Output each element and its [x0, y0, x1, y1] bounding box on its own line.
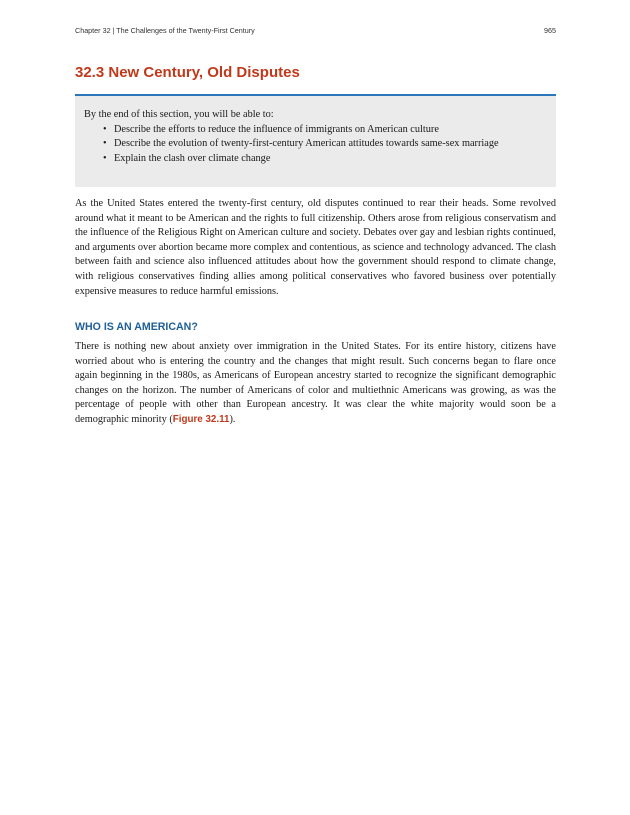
objective-text: Describe the evolution of twenty-first-century American attitudes towards same-sex marriage — [114, 138, 499, 150]
immigration-paragraph — [75, 340, 556, 428]
bullet-icon: • — [103, 152, 107, 164]
chapter-label: Chapter 32 | The Challenges of the Twenty-First Century — [75, 26, 255, 35]
intro-paragraph: As the United States entered the twenty-first century, old disputes continued to rear their heads. Some revolved around what it meant to be American and the rights to full citizenship. Others arose from religious conservatism and the influence of the Religious Right on American culture and society. Debates over gay and lesbian rights continued, and arguments over abortion became more complex and contentious, as science and technology advanced. The clash between faith and science also influenced attitudes about how the government should respond to climate change, with religious conservatives finding allies among political conservatives who favored business over potentially expensive measures to reduce harmful emissions. — [75, 198, 556, 297]
bullet-icon: • — [103, 123, 107, 135]
objective-item — [84, 123, 546, 138]
running-header — [75, 26, 556, 38]
paragraph-text: There is nothing new about anxiety over immigration in the United States. For its entire history, citizens have worried about who is entering the country and the changes that might result. Such concerns began to flare once again beginning in the 1980s, as Americans of European ancestry started to recognize the significant demographic changes on the horizon. The number of Americans of color and multiethnic Americans was growing, as was the percentage of people with other than European ancestry. It was clear the white majority would soon be a demographic minority ( — [75, 341, 556, 425]
objective-item — [84, 137, 546, 152]
objectives-intro: By the end of this section, you will be able to: — [84, 109, 274, 120]
figure-link[interactable]: Figure 32.11 — [172, 413, 230, 425]
objective-text: Describe the efforts to reduce the influence of immigrants on American culture — [114, 123, 439, 135]
learning-objectives-box — [75, 94, 556, 187]
page-number: 965 — [544, 26, 556, 35]
objectives-list — [84, 123, 546, 167]
paragraph-closing: ). — [229, 413, 236, 425]
bullet-icon: • — [103, 138, 107, 150]
objective-text: Explain the clash over climate change — [114, 152, 271, 164]
section-title: 32.3 New Century, Old Disputes — [75, 64, 300, 81]
subsection-heading: WHO IS AN AMERICAN? — [75, 321, 198, 333]
objective-item — [84, 152, 546, 167]
